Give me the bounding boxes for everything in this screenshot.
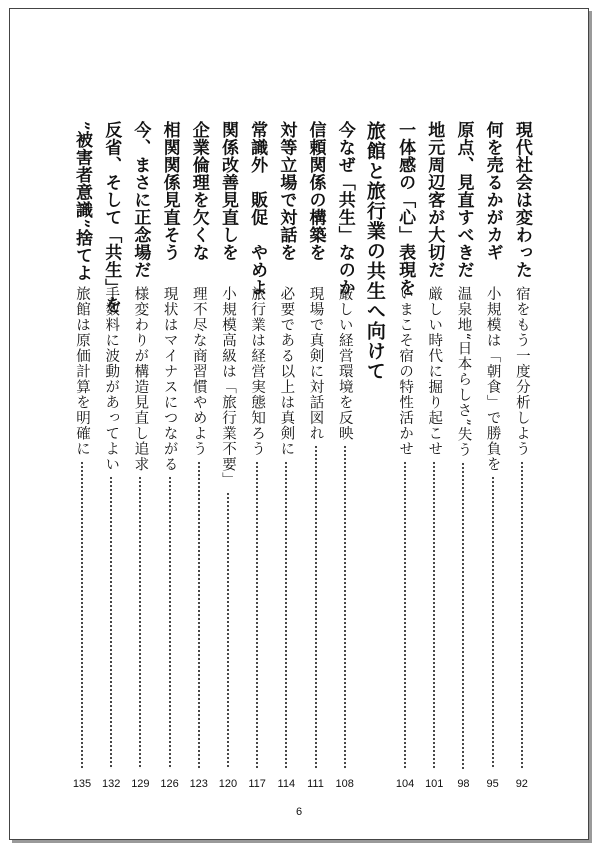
entry-page-number: 101 (425, 778, 444, 790)
dot-leader (256, 461, 258, 770)
entry-subtitle-group (217, 286, 239, 769)
toc-entry[interactable] (333, 121, 357, 791)
dot-leader (404, 461, 406, 770)
entry-page-number: 95 (486, 778, 499, 790)
toc-entry[interactable] (422, 121, 446, 791)
toc-entry[interactable] (99, 121, 123, 791)
entry-title: 相関関係見直そう (159, 121, 180, 261)
entry-title: 今、まさに正念場だ (130, 121, 151, 279)
entry-subtitle-group (334, 286, 356, 769)
toc-entry[interactable] (481, 121, 505, 791)
entry-subtitle: 宿をもう一度分析しよう (513, 286, 530, 457)
dot-leader (110, 476, 112, 769)
table-of-contents (70, 121, 534, 791)
entry-page-number: 117 (248, 778, 266, 790)
entry-subtitle-group (246, 286, 268, 769)
entry-title: 現代社会は変わった (511, 121, 532, 279)
entry-subtitle-group (100, 286, 122, 769)
entry-page-number: 92 (515, 778, 528, 790)
entry-title: 反省、そして「共生」を (101, 121, 122, 314)
entry-page-number: 98 (457, 778, 470, 790)
entry-subtitle-group (511, 286, 533, 769)
entry-subtitle: 理不尽な商習慣やめよう (190, 286, 207, 457)
dot-leader (285, 461, 287, 770)
dot-leader (521, 461, 523, 770)
entry-subtitle-group (275, 286, 297, 769)
entry-subtitle: 旅行業は経営実態知ろう (249, 286, 266, 457)
entry-page-number: 108 (335, 778, 354, 790)
entry-subtitle-group (129, 286, 151, 769)
dot-leader (315, 445, 317, 769)
entry-subtitle: 小規模は「朝食」で勝負を (484, 286, 501, 472)
entry-subtitle-group (159, 286, 181, 769)
entry-subtitle: いまこそ宿の特性活かせ (397, 286, 414, 457)
entry-subtitle: 厳しい時代に掘り起こせ (426, 286, 443, 457)
entry-title: 原点、見直すべきだ (453, 121, 474, 279)
section-heading: 旅館と旅行業の共生へ向けて (363, 121, 386, 381)
toc-entry[interactable] (216, 121, 240, 791)
entry-title: 一体感の「心」表現を (395, 121, 416, 296)
entry-page-number: 126 (160, 778, 179, 790)
toc-entry[interactable] (128, 121, 152, 791)
entry-subtitle: 温泉地“日本らしさ”失う (455, 286, 472, 458)
entry-title: 常識外 販促 やめよ (247, 121, 268, 296)
entry-subtitle-group (71, 286, 93, 769)
section-heading-column (362, 121, 388, 791)
entry-subtitle-group (394, 286, 416, 769)
toc-entry[interactable] (393, 121, 417, 791)
entry-subtitle: 手数料に波動があってよい (103, 286, 120, 472)
entry-title: 何を売るかがカギ (482, 121, 503, 261)
toc-entry[interactable] (304, 121, 328, 791)
toc-entry[interactable] (510, 121, 534, 791)
page-number: 6 (295, 806, 303, 818)
toc-entry[interactable] (70, 121, 94, 791)
dot-leader (344, 445, 346, 769)
entry-subtitle: 小規模高級は「旅行業不要」 (219, 286, 236, 488)
dot-leader (492, 476, 494, 769)
book-page (9, 8, 589, 840)
entry-title: 企業倫理を欠くな (188, 121, 209, 261)
entry-subtitle: 旅館は原価計算を明確に (74, 286, 90, 457)
entry-title: ”被害者意識”捨てよ (72, 121, 92, 282)
entry-title: 地元周辺客が大切だ (424, 121, 445, 279)
entry-title: 対等立場で対話を (276, 121, 297, 261)
entry-page-number: 129 (131, 778, 150, 790)
dot-leader (462, 462, 464, 769)
entry-subtitle-group (305, 286, 327, 769)
toc-entry[interactable] (274, 121, 298, 791)
entry-page-number: 123 (189, 778, 208, 790)
toc-entry[interactable] (245, 121, 269, 791)
entry-page-number: 120 (218, 778, 238, 790)
entry-subtitle-group (423, 286, 445, 769)
entry-subtitle: 様変わりが構造見直し追求 (132, 286, 149, 472)
entry-page-number: 111 (307, 778, 324, 790)
toc-entry[interactable] (451, 121, 475, 791)
entry-subtitle: 必要である以上は真剣に (278, 286, 295, 457)
dot-leader (139, 476, 141, 769)
dot-leader (169, 476, 171, 769)
toc-entry[interactable] (158, 121, 182, 791)
entry-page-number: 104 (395, 778, 415, 790)
entry-title: 関係改善見直しを (217, 121, 238, 261)
entry-subtitle-group (188, 286, 210, 769)
entry-title: 信頼関係の構築を (305, 121, 326, 261)
entry-title: 今なぜ「共生」なのか (334, 121, 355, 296)
entry-page-number: 114 (277, 778, 296, 790)
toc-entry[interactable] (187, 121, 211, 791)
entry-subtitle-group (452, 286, 474, 769)
entry-subtitle: 現場で真剣に対話図れ (307, 286, 324, 441)
entry-subtitle: 現状はマイナスにつながる (161, 286, 178, 472)
entry-page-number: 135 (72, 778, 92, 790)
dot-leader (433, 461, 435, 770)
dot-leader (81, 461, 83, 770)
dot-leader (198, 461, 200, 770)
entry-subtitle-group (482, 286, 504, 769)
dot-leader (227, 492, 229, 770)
entry-page-number: 132 (102, 778, 121, 790)
entry-subtitle: 厳しい経営環境を反映 (336, 286, 353, 441)
